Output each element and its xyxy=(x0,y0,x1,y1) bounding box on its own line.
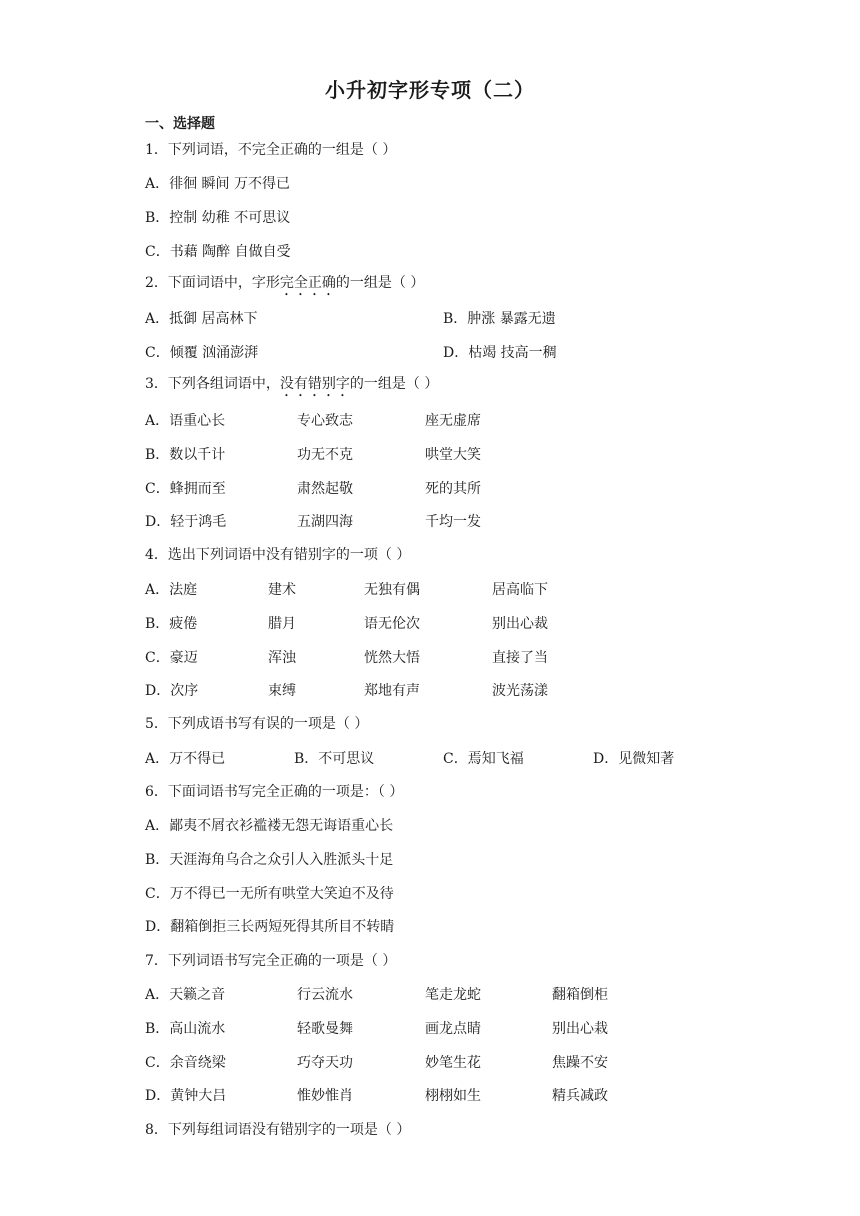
question-7-row-c-col-2: 巧夺天功 xyxy=(297,1055,353,1071)
question-3-row-d-col-3: 千均一发 xyxy=(425,514,481,530)
question-6-stem: 6．下面词语书写完全正确的一项是：（ ） xyxy=(145,784,404,800)
question-4-row-d-col-2: 束缚 xyxy=(268,683,296,699)
question-3-row-b-col-2: 功无不克 xyxy=(297,447,353,463)
question-7-row-b-col-2: 轻歌曼舞 xyxy=(297,1021,353,1037)
page-title: 小升初字形专项（二） xyxy=(325,78,535,102)
question-3-stem-emphasis: 没有错别字 xyxy=(279,376,350,392)
question-7-row-a-col-1: A．天籁之音 xyxy=(145,987,226,1003)
question-2-option-a: A．抵御 居高林下 xyxy=(145,311,258,327)
question-4-row-b-col-1: B．疲倦 xyxy=(145,616,198,632)
question-7-row-d-col-2: 惟妙惟肖 xyxy=(297,1088,353,1104)
question-6-option-b: B．天涯海角乌合之众引人入胜派头十足 xyxy=(145,852,394,868)
question-2-stem-post: 的一组是（ ） xyxy=(335,275,425,291)
question-3-row-a-col-1: A．语重心长 xyxy=(145,413,226,429)
question-6-option-a: A．鄙夷不屑衣衫褴褛无怨无诲语重心长 xyxy=(145,818,394,834)
question-3-row-d-col-1: D．轻于鸿毛 xyxy=(145,514,227,530)
question-3-row-d-col-2: 五湖四海 xyxy=(297,514,353,530)
question-7-row-a-col-4: 翻箱倒柜 xyxy=(552,987,608,1003)
question-1-option-c: C．书藉 陶醉 自做自受 xyxy=(145,244,291,260)
question-3-stem xyxy=(145,375,438,400)
question-4-row-d-col-4: 波光荡漾 xyxy=(492,683,548,699)
question-7-stem: 7．下列词语书写完全正确的一项是（ ） xyxy=(145,953,397,969)
question-4-row-c-col-3: 恍然大悟 xyxy=(364,650,420,666)
question-2-option-b: B．肿涨 暴露无遗 xyxy=(443,311,556,327)
question-2-stem-pre: 2．下面词语中，字形 xyxy=(145,275,280,291)
question-1-option-b: B．控制 幼稚 不可思议 xyxy=(145,210,291,226)
question-2-stem-emphasis: 完全正确 xyxy=(279,275,336,291)
question-2-stem xyxy=(145,274,424,299)
question-4-row-a-col-1: A．法庭 xyxy=(145,582,198,598)
question-5-stem: 5．下列成语书写有误的一项是（ ） xyxy=(145,716,369,732)
question-6-option-d: D．翻箱倒拒三长两短死得其所目不转睛 xyxy=(145,919,395,935)
question-2-option-d: D．枯竭 技高一稠 xyxy=(443,345,557,361)
question-4-row-a-col-3: 无独有偶 xyxy=(364,582,420,598)
question-2-option-c: C．倾覆 汹涌澎湃 xyxy=(145,345,259,361)
question-4-row-a-col-4: 居高临下 xyxy=(492,582,548,598)
question-7-row-c-col-3: 妙笔生花 xyxy=(425,1055,481,1071)
section-heading: 一、选择题 xyxy=(145,116,215,132)
question-3-row-c-col-3: 死的其所 xyxy=(425,481,481,497)
question-5-option-c: C．焉知飞福 xyxy=(443,751,524,767)
question-8-stem: 8．下列每组词语没有错别字的一项是（ ） xyxy=(145,1122,411,1138)
question-6-option-c: C．万不得已一无所有哄堂大笑迫不及待 xyxy=(145,886,394,902)
question-3-row-b-col-3: 哄堂大笑 xyxy=(425,447,481,463)
question-7-row-b-col-4: 别出心栽 xyxy=(552,1021,608,1037)
question-7-row-a-col-3: 笔走龙蛇 xyxy=(425,987,481,1003)
question-7-row-a-col-2: 行云流水 xyxy=(297,987,353,1003)
question-7-row-c-col-1: C．余音绕梁 xyxy=(145,1055,226,1071)
question-4-row-d-col-3: 郑地有声 xyxy=(364,683,420,699)
question-3-row-a-col-3: 座无虚席 xyxy=(425,413,481,429)
question-7-row-b-col-1: B．高山流水 xyxy=(145,1021,226,1037)
question-5-option-a: A．万不得已 xyxy=(145,751,226,767)
question-1-stem: 1．下列词语，不完全正确的一组是（ ） xyxy=(145,142,397,158)
question-7-row-b-col-3: 画龙点睛 xyxy=(425,1021,481,1037)
question-3-row-b-col-1: B．数以千计 xyxy=(145,447,226,463)
question-3-row-c-col-2: 肃然起敬 xyxy=(297,481,353,497)
question-4-row-c-col-1: C．豪迈 xyxy=(145,650,198,666)
question-7-row-d-col-1: D．黄钟大吕 xyxy=(145,1088,227,1104)
question-3-row-c-col-1: C．蜂拥而至 xyxy=(145,481,226,497)
question-4-row-b-col-3: 语无伦次 xyxy=(364,616,420,632)
question-3-stem-pre: 3．下列各组词语中， xyxy=(145,376,280,392)
question-4-row-a-col-2: 建术 xyxy=(268,582,296,598)
question-1-option-a: A．徘徊 瞬间 万不得已 xyxy=(145,176,291,192)
question-3-row-a-col-2: 专心致志 xyxy=(297,413,353,429)
question-4-row-b-col-2: 腊月 xyxy=(268,616,296,632)
question-4-row-d-col-1: D．次序 xyxy=(145,683,199,699)
question-7-row-c-col-4: 焦躁不安 xyxy=(552,1055,608,1071)
question-4-row-c-col-2: 浑浊 xyxy=(268,650,296,666)
question-4-row-b-col-4: 别出心裁 xyxy=(492,616,548,632)
question-5-option-d: D．见微知著 xyxy=(593,751,675,767)
question-7-row-d-col-3: 栩栩如生 xyxy=(425,1088,481,1104)
question-5-option-b: B．不可思议 xyxy=(294,751,375,767)
question-7-row-d-col-4: 精兵减政 xyxy=(552,1088,608,1104)
question-4-row-c-col-4: 直接了当 xyxy=(492,650,548,666)
question-4-stem: 4．选出下列词语中没有错别字的一项（ ） xyxy=(145,547,411,563)
question-3-stem-post: 的一组是（ ） xyxy=(349,376,439,392)
